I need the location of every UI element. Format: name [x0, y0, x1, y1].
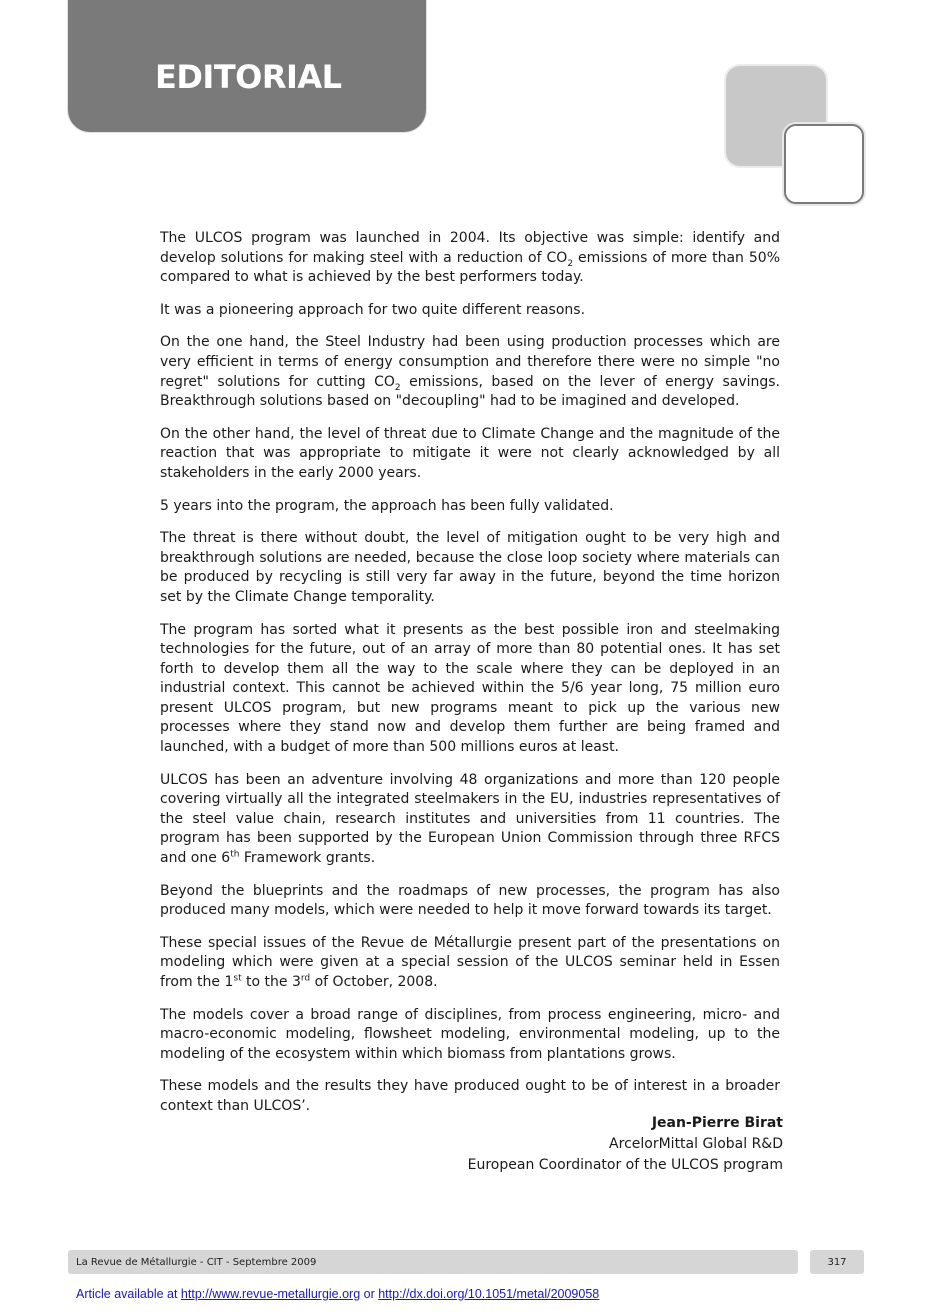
subscript-2: 2 [567, 258, 574, 269]
paragraph-8: ULCOS has been an adventure involving 48 organizations and more than 120 people covering virtually all the integrated steelmakers in the EU, industries representatives of the steel value chain, research institutes and universities from 11 countries. The program has been supported by the European Union Commission through three RFCS and one 6th Framework grants. [160, 771, 780, 867]
article-body [160, 229, 780, 1130]
paragraph-3: On the one hand, the Steel Industry had been using production processes which are very efficient in terms of energy consumption and therefore there were no simple "no regret" solutions for cutting $CO_2$ emissions, based on the lever of energy savings. Breakthrough solutions based on "decoupling" had to be imagined and developed. [160, 334, 781, 410]
superscript-rd: rd [300, 973, 311, 984]
paragraph-10: These special issues of the Revue de Métallurgie present part of the presentations on modeling which were given at a special session of the ULCOS seminar held in Essen from the 1st to the 3rd of October, 2008. [160, 934, 780, 990]
page-title: EDITORIAL [155, 58, 342, 96]
journal-citation: La Revue de Métallurgie - CIT - Septembre 2009 [76, 1257, 317, 1268]
superscript-th: th [230, 849, 240, 860]
journal-link[interactable]: http://www.revue-metallurgie.org [180, 1287, 361, 1301]
paragraph-7: The program has sorted what it presents as the best possible iron and steelmaking technologies for the future, out of an array of more than 80 potential ones. It has set forth to develop them all the way to the scale where they can be deployed in an industrial context. This cannot be achieved within the 5/6 year long, 75 million euro present ULCOS program, but new programs meant to pick up the various new processes where they stand now and develop them further are being framed and launched, with a budget of more than 500 millions euros at least. [160, 621, 780, 756]
page-number: 317 [827, 1257, 847, 1268]
author-affiliation: ArcelorMittal Global R&D [609, 1136, 783, 1152]
author-name: Jean-Pierre Birat [651, 1115, 783, 1131]
paragraph-9: Beyond the blueprints and the roadmaps of new processes, the program has also produced many models, which were needed to help it move forward towards its target. [160, 882, 780, 919]
signature-block [468, 1113, 783, 1176]
paragraph-6: The threat is there without doubt, the level of mitigation ought to be very high and breakthrough solutions are needed, because the close loop society where materials can be produced by recycling is still very far away in the future, beyond the time horizon set by the Climate Change temporality. [160, 530, 780, 605]
paragraph-5: 5 years into the program, the approach has been fully validated. [160, 497, 614, 514]
paragraph-4: On the other hand, the level of threat due to Climate Change and the magnitude of the reaction that was appropriate to mitigate it were not clearly acknowledged by all stakeholders in the early 2000 years. [160, 425, 780, 481]
author-role: European Coordinator of the ULCOS program [467, 1157, 783, 1173]
paragraph-11: The models cover a broad range of disciplines, from process engineering, micro- and macro-economic modeling, flowsheet modeling, environmental modeling, up to the modeling of the ecosystem within which biomass from plantations grows. [160, 1006, 780, 1062]
paragraph-12: These models and the results they have produced ought to be of interest in a broader context than ULCOS’. [160, 1078, 780, 1114]
paragraph-1: The ULCOS program was launched in 2004. Its objective was simple: identify and develop solutions for making steel with a reduction of $CO_2$ emissions of more than 50% compared to what is achieved by the best performers today. [160, 230, 780, 286]
decorative-square-front [784, 124, 864, 204]
superscript-st: st [233, 973, 242, 984]
availability-line: Article available at http://www.revue-metallurgie.org or http://dx.doi.org/10.1051/metal/2009058 [76, 1287, 600, 1301]
doi-link[interactable]: http://dx.doi.org/10.1051/metal/2009058 [378, 1287, 600, 1301]
subscript-2: 2 [394, 382, 401, 393]
paragraph-2: It was a pioneering approach for two quite different reasons. [160, 301, 586, 318]
